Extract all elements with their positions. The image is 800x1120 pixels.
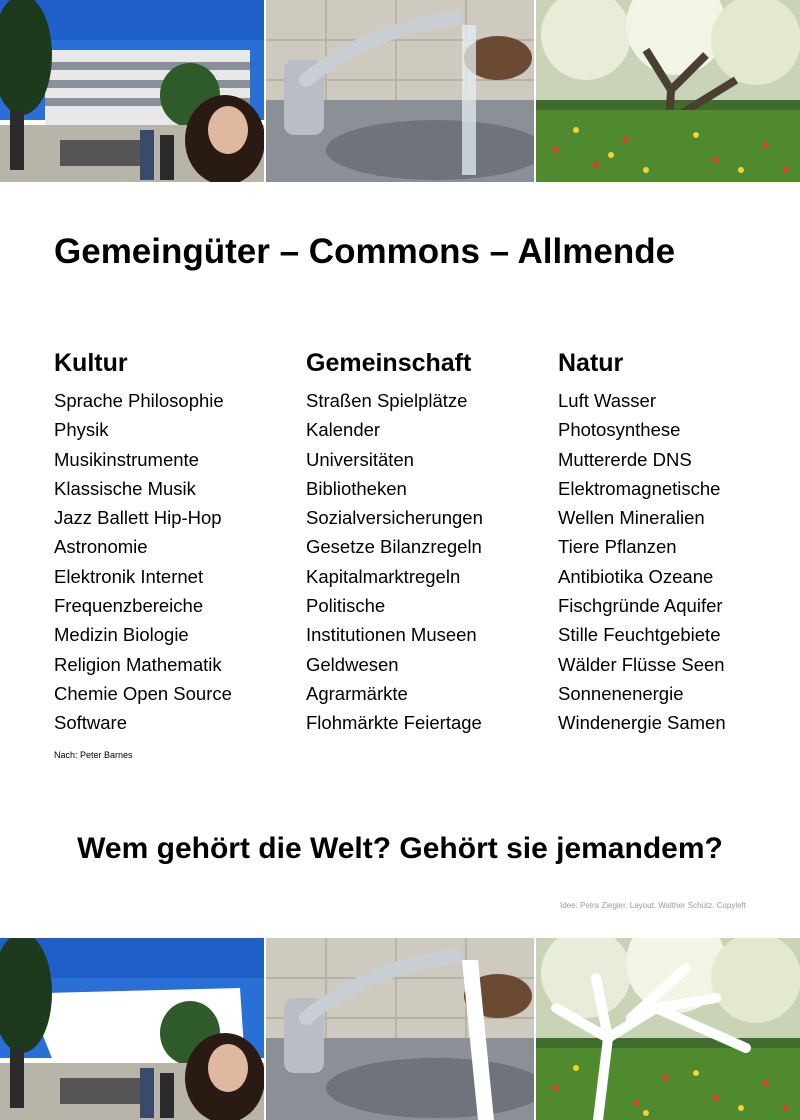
list-item: Frequenzbereiche (54, 595, 204, 617)
list-item: Windenergie Samen (558, 712, 726, 734)
list-item: Stille Feuchtgebiete (558, 624, 721, 646)
list-item: Agrarmärkte (306, 682, 408, 704)
blossom-tree-photo (536, 0, 800, 182)
poster-title: Gemeingüter – Commons – Allmende (54, 232, 676, 271)
column-kultur (54, 346, 294, 738)
column-list (54, 386, 294, 738)
list-item: Kapitalmarktregeln (306, 565, 461, 587)
faucet-photo (266, 0, 534, 182)
list-item: Gesetze Bilanzregeln (306, 536, 482, 558)
list-item: Medizin Biologie (54, 624, 189, 646)
list-item: Jazz Ballett Hip-Hop (54, 507, 222, 529)
list-item: Sozialversicherungen (306, 507, 483, 529)
list-item: Physik (54, 419, 109, 441)
list-item: Software (54, 712, 128, 734)
list-item: Politische (306, 595, 386, 617)
source-note: Nach: Peter Barnes (54, 750, 133, 760)
list-item: Geldwesen (306, 653, 399, 675)
list-item: Flohmärkte Feiertage (306, 712, 482, 734)
list-item: Photosynthese (558, 419, 681, 441)
list-item: Universitäten (306, 448, 414, 470)
list-item: Klassische Musik (54, 477, 196, 499)
column-list (306, 386, 546, 738)
top-photo-strip (0, 0, 800, 182)
list-item: Sprache Philosophie (54, 390, 224, 411)
list-item: Elektronik Internet (54, 565, 204, 587)
campus-photo-erased (0, 938, 264, 1120)
column-heading: Natur (558, 349, 624, 377)
bottom-photo-strip (0, 938, 800, 1120)
credit-line: Idee: Petra Ziegler. Layout: Walther Schütz. Copyleft (559, 901, 746, 910)
column-list (558, 386, 798, 738)
list-item: Straßen Spielplätze (306, 390, 468, 411)
list-item: Institutionen Museen (306, 624, 477, 646)
list-item: Sonnenenergie (558, 682, 684, 704)
list-item: Religion Mathematik (54, 653, 222, 675)
list-item: Kalender (306, 419, 381, 441)
column-natur (558, 346, 798, 738)
list-item: Chemie Open Source (54, 682, 232, 704)
list-item: Elektromagnetische (558, 477, 721, 499)
list-item: Wälder Flüsse Seen (558, 653, 725, 675)
blossom-tree-photo-erased (536, 938, 800, 1120)
list-item: Fischgründe Aquifer (558, 595, 723, 617)
column-gemeinschaft (306, 346, 546, 738)
column-heading: Gemeinschaft (306, 349, 472, 377)
list-item: Antibiotika Ozeane (558, 565, 714, 587)
list-item: Tiere Pflanzen (558, 536, 677, 558)
faucet-photo-erased (266, 938, 534, 1120)
closing-question: Wem gehört die Welt? Gehört sie jemandem? (77, 832, 723, 865)
list-item: Luft Wasser (558, 390, 657, 411)
list-item: Muttererde DNS (558, 448, 692, 470)
list-item: Astronomie (54, 536, 148, 558)
list-item: Bibliotheken (306, 477, 407, 499)
list-item: Musikinstrumente (54, 448, 199, 470)
campus-photo (0, 0, 264, 182)
column-heading: Kultur (54, 349, 128, 377)
list-item: Wellen Mineralien (558, 507, 705, 529)
